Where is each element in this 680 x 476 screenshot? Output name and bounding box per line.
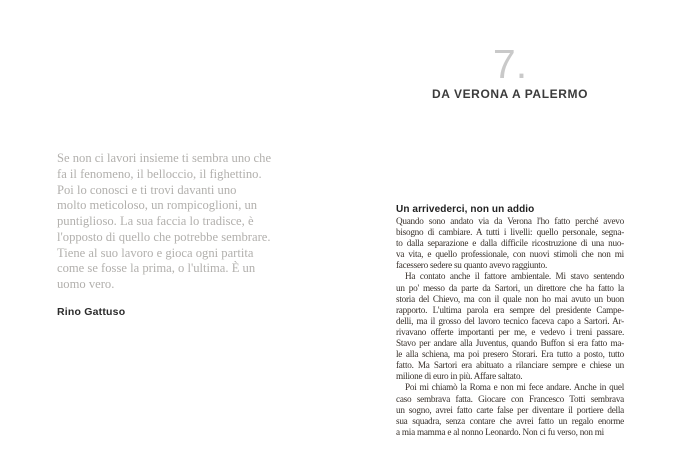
body-text-line: facessero sedere su quanto avevo raggiunto. (396, 260, 547, 271)
quote-line: come se fosse la prima, o l'ultima. È un (57, 261, 256, 276)
quote-line: Poi lo conosci e ti trovi davanti uno (57, 182, 237, 197)
epigraph-quote (57, 151, 309, 293)
body-text-line: rapporto. L'ultima parola era sempre del presidente Campe- (396, 304, 624, 315)
body-text-line: un po' messo da parte da Sartori, un direttore che ha fatto la (396, 282, 624, 293)
quote-line: fa il fenomeno, il belloccio, il fighettino. (57, 166, 262, 181)
paragraph (396, 216, 624, 271)
body-text-line: milione di euro in più. Affare saltato. (396, 371, 523, 382)
body-text-line: delli, ma il grosso del lavoro tecnico faceva capo a Sartori. Ar- (396, 315, 624, 326)
body-text-line: un sogno, avrei fatto carte false per diventare il portiere della (396, 404, 624, 415)
body-text-line: to dalla separazione e dalla difficile ricostruzione di una nuo- (396, 238, 624, 249)
quote-line: l'opposto di quello che potrebbe sembrare. (57, 229, 271, 244)
body-text-line: Stavo per andare alla Juventus, quando Buffon si era fatto ma- (396, 338, 624, 349)
quote-line: molto meticoloso, un rompicoglioni, un (57, 198, 258, 213)
chapter-title: DA VERONA A PALERMO (431, 87, 589, 101)
body-text-line: Quando sono andato via da Verona l'ho fatto perché avevo (396, 216, 624, 226)
paragraph (396, 382, 624, 437)
paragraph (396, 271, 624, 382)
body-text-line: fatto. Ma Sartori era abituato a rilanciare sempre e chiese un (396, 360, 624, 371)
body-paragraphs (396, 216, 624, 438)
body-text-line: va vita, e quello professionale, con nuovi stimoli che non mi (396, 249, 624, 260)
body-text-line: Poi mi chiamò la Roma e non mi fece andare. Anche in quel (405, 382, 624, 393)
quote-line: Tiene al suo lavoro e gioca ogni partita (57, 245, 254, 260)
section-heading: Un arrivederci, non un addio (396, 204, 535, 215)
quote-line: uomo vero. (57, 277, 115, 291)
body-text-line: rivavano offerte importanti per me, e vedevo i treni passare. (396, 326, 624, 337)
body-text-line: Ha contato anche il fattore ambientale. Mi stavo sentendo (405, 271, 624, 282)
body-text-line: caso sembrava fatta. Giocare con Francesco Totti sembrava (396, 393, 624, 404)
quote-attribution: Rino Gattuso (57, 306, 126, 318)
body-text-line: storia del Chievo, ma con il quale non ho mai avuto un buon (396, 293, 624, 304)
body-text-line: le alla schiena, ma poi presero Storari. Era tutto a posto, tutto (396, 349, 624, 360)
body-text-line: a mia mamma e al nonno Leonardo. Non ci fu verso, non mi (396, 426, 604, 437)
quote-line: puntiglioso. La sua faccia lo tradisce, è (57, 214, 254, 228)
chapter-number: 7. (492, 41, 528, 87)
body-text-line: bisogno di cambiare. A tutti i livelli: quello personale, segna- (396, 227, 624, 238)
quote-line: Se non ci lavori insieme ti sembra uno che (57, 151, 272, 165)
body-column (396, 204, 624, 438)
right-page (340, 0, 680, 476)
body-text-line: sua squadra, senza contare che avrei fatto un regalo enorme (396, 415, 624, 426)
